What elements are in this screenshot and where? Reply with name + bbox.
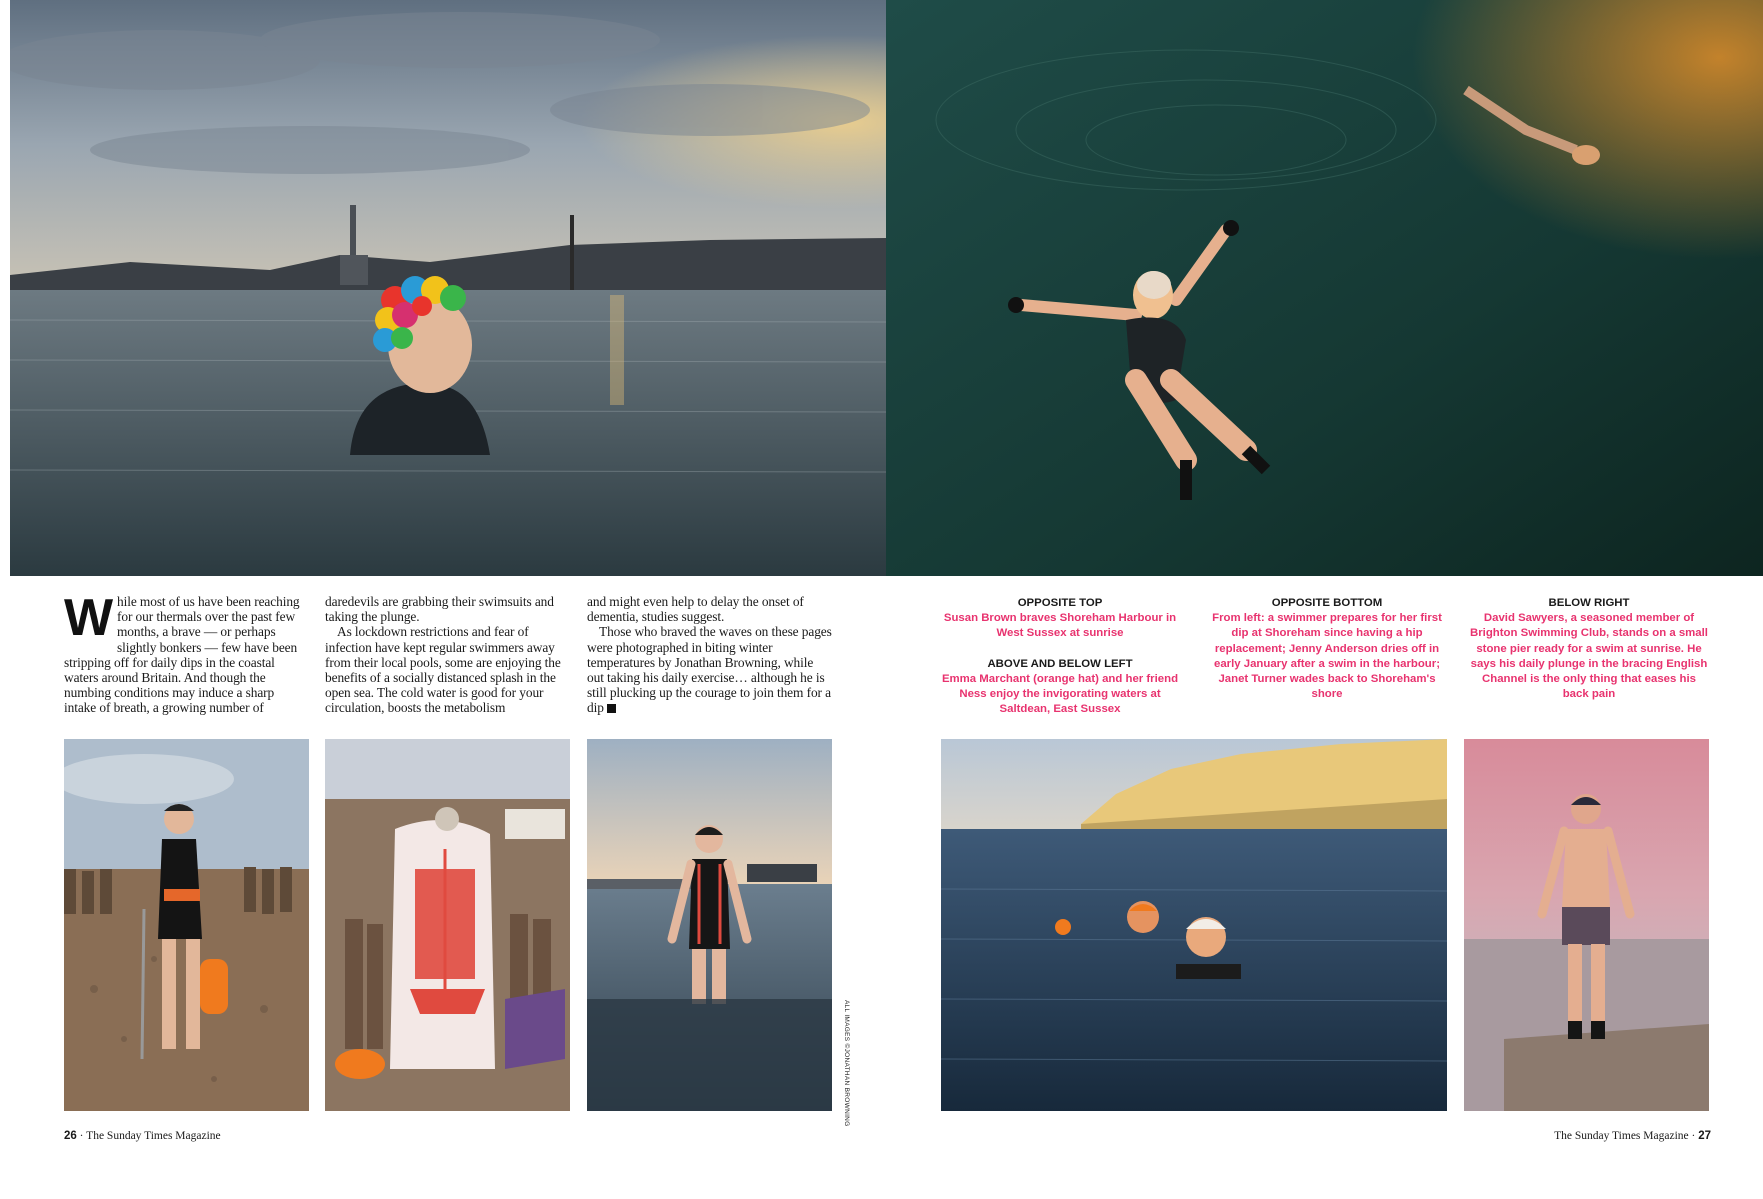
folio-right [1554, 1130, 1711, 1142]
publication-name: The Sunday Times Magazine · [1554, 1130, 1699, 1142]
page-number: 26 [64, 1130, 77, 1142]
article-text-3b: Those who braved the waves on these pages were photographed in biting winter temperatures by Jonathan Browning, while out taking his daily exercise… although he is still plucking up the courage to join them for a dip [587, 624, 832, 716]
end-mark [607, 704, 616, 713]
article-text-2a: daredevils are grabbing their swimsuits and taking the plunge. [325, 594, 554, 625]
caption-column-3 [1469, 596, 1709, 702]
photo-swimmer-floating [886, 0, 1763, 576]
dropcap: W [64, 589, 113, 647]
caption-heading: OPPOSITE TOP [1017, 597, 1103, 609]
photo-credit: ALL IMAGES ©JONATHAN BROWNING [843, 1000, 850, 1127]
caption-text: Susan Brown braves Shoreham Harbour in West Sussex at sunrise [943, 612, 1177, 640]
photo-swimmer-ship-towel [325, 739, 570, 1111]
article-text-1: hile most of us have been reaching for our thermals over the past few months, a brave — or perhaps slightly bonkers — few have been stripping off for daily dips in the coastal waters around Britain. And though the numbing conditions may induce a sharp intake of breath, a growing number of [64, 594, 300, 716]
folio-left [64, 1130, 221, 1142]
caption-text: Emma Marchant (orange hat) and her friend Ness enjoy the invigorating waters at Saltdean, East Sussex [941, 672, 1179, 716]
photo-swimmer-flower-cap [10, 0, 886, 576]
photo-man-stone-pier [1464, 739, 1709, 1111]
article-text-2b: As lockdown restrictions and fear of infection have kept regular swimmers away from their local pools, some are enjoying the benefits of a socially distanced splash in the open sea. The cold water is good for your circulation, boosts the metabolism [325, 624, 561, 716]
photo-swimmers-white-cliffs [941, 739, 1447, 1111]
caption-text: From left: a swimmer prepares for her first dip at Shoreham since having a hip replacement; Jenny Anderson dries off in early January after a swim in the harbour; Janet Turner wades back to Shoreham's shore [1212, 612, 1442, 701]
caption-heading: OPPOSITE BOTTOM [1271, 597, 1383, 609]
caption-text: David Sawyers, a seasoned member of Brighton Swimming Club, stands on a small stone pier ready for a swim at sunrise. He says his daily plunge in the bracing English Channel is the only thing that eases his back pain [1470, 612, 1708, 701]
article-column-1 [64, 589, 309, 716]
caption-heading: ABOVE AND BELOW LEFT [987, 657, 1133, 670]
article-column-3 [587, 594, 832, 716]
publication-name: · The Sunday Times Magazine [76, 1130, 221, 1142]
photo-swimmer-wading [587, 739, 832, 1111]
article-column-2 [325, 594, 570, 716]
caption-heading: BELOW RIGHT [1548, 597, 1630, 609]
caption-column-1 [940, 596, 1180, 717]
photo-swimmer-with-crutch [64, 739, 309, 1111]
caption-column-2 [1207, 596, 1447, 702]
article-text-3a: and might even help to delay the onset of dementia, studies suggest. [587, 594, 804, 625]
page-number: 27 [1698, 1130, 1711, 1142]
